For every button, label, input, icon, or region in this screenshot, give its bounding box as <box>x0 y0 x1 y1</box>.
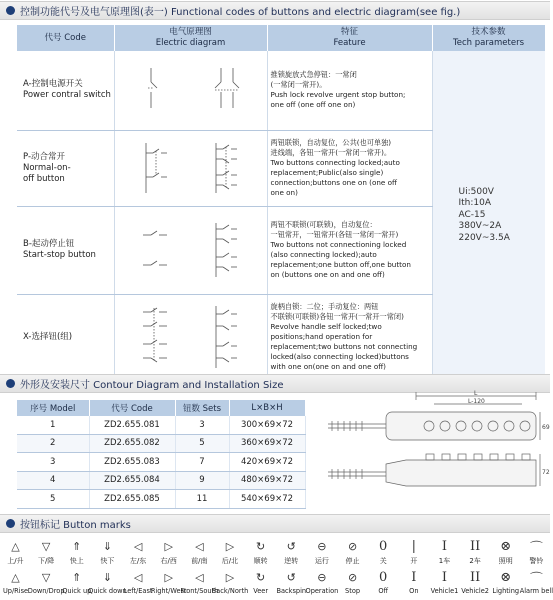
code-cell: B-起动停止钮 Start-stop button <box>17 206 114 294</box>
dimension-69-label: 69 <box>542 424 550 431</box>
button-mark-label: Down/Drop <box>27 587 65 595</box>
off-icon: 0 <box>379 538 388 554</box>
button-mark <box>305 568 339 595</box>
alarm-bell-icon: ⌒ <box>529 571 543 587</box>
header-diagram: 电气原理图 Electric diagram <box>114 25 267 51</box>
button-mark <box>519 568 553 595</box>
button-mark-label: Stop <box>345 587 361 595</box>
on-icon: I <box>411 569 417 585</box>
button-mark <box>276 568 307 595</box>
feature-cell: 两钮联锁，自动复位，公共(也可单独) 进线端，各钮一常开(一常闭一常开)。 Two buttons connecting locked;auto replacement;Public(also single) connection;buttons one on (one off one on) <box>267 130 432 206</box>
marks-section-header <box>0 514 550 533</box>
code-cell: ZD2.655.082 <box>89 434 175 453</box>
button-mark <box>280 537 303 566</box>
button-mark <box>123 568 153 595</box>
tech-parameters-cell: Ui:500V Ith:10A AC-15 380V~2A 220V~3.5A <box>432 51 545 380</box>
button-marks-en <box>2 568 553 595</box>
code-cell: A-控制电源开关 Power contral switch <box>17 51 114 130</box>
lighting-icon: ⊗ <box>500 538 512 554</box>
up-rise-icon: △ <box>11 570 20 584</box>
section-title: 外形及安装尺寸 Contour Diagram and Installation Size <box>20 380 284 391</box>
button-mark <box>211 568 249 595</box>
up-arrow-icon: △ <box>11 539 20 553</box>
electric-diagram-a <box>114 51 267 130</box>
header-code: 代号 Code <box>17 25 114 51</box>
section-bullet-icon <box>6 6 15 15</box>
button-mark-label: Operation <box>305 587 339 595</box>
button-mark-label: 2车 <box>469 557 481 565</box>
button-mark <box>341 537 364 566</box>
dimension-72-label: 72 <box>542 469 550 476</box>
button-mark <box>310 537 333 566</box>
button-mark <box>35 537 58 566</box>
button-mark <box>218 537 241 566</box>
button-mark <box>249 568 272 595</box>
feature-cell: 旋柄自锁：二位；手动复位：两钮 不联锁(可联锁)各钮一常开(一常开一常闭) Revolve handle self locked;two positions;hand operation for replacement;two buttons not connecting locked(also connecting locked)buttons with one on(one on and one off) <box>267 294 432 380</box>
code-cell: P-动合常开 Normal-on- off button <box>17 130 114 206</box>
feature-cell: 推锁旋放式急停钮：一常闭 (一常闭一常开)。 Push lock revolve urgent stop button; one off (one off one on) <box>267 51 432 130</box>
button-mark-label: 前/南 <box>191 557 208 565</box>
down-drop-icon: ▽ <box>41 570 51 584</box>
button-mark-label: On <box>409 587 419 595</box>
left-east-icon: ◁ <box>133 539 143 553</box>
button-mark-label: Front/South <box>180 587 219 595</box>
vehicle1-icon: I <box>441 569 448 585</box>
sets-cell: 7 <box>175 453 229 472</box>
button-mark-label: Backspin <box>276 587 307 595</box>
table-row <box>17 490 305 509</box>
table-header-row <box>17 25 545 51</box>
button-mark <box>180 568 219 595</box>
button-mark-label: Quick down <box>88 587 127 595</box>
dimensions-cell: 480×69×72 <box>229 471 305 490</box>
quick-down-icon: ⇓ <box>102 570 113 584</box>
down-arrow-icon: ▽ <box>41 539 51 553</box>
electric-diagram-p <box>114 130 267 206</box>
dimensions-cell: 300×69×72 <box>229 416 305 434</box>
electric-diagram-b <box>114 206 267 294</box>
table-row <box>17 434 305 453</box>
button-mark <box>88 568 127 595</box>
quick-up-icon: ⇑ <box>72 539 82 553</box>
button-mark-label: Quick up <box>62 587 92 595</box>
right-west-icon: ▷ <box>164 570 173 584</box>
button-mark-label: Lighting <box>492 587 520 595</box>
button-mark-label: Back/North <box>211 587 249 595</box>
button-mark <box>372 537 395 566</box>
button-mark <box>492 568 520 595</box>
button-mark-label: 快上 <box>69 557 84 565</box>
dimensions-cell: 540×69×72 <box>229 490 305 509</box>
header-dimensions: L×B×H <box>229 400 305 416</box>
button-mark-label: Right/West <box>150 587 187 595</box>
button-mark <box>402 537 425 566</box>
vehicle2-icon: II <box>469 569 481 585</box>
button-mark-label: 关 <box>379 557 387 565</box>
header-tech: 技术参数 Tech parameters <box>432 25 545 51</box>
section-title: 按钮标记 Button marks <box>20 520 131 531</box>
button-mark <box>65 537 88 566</box>
button-mark-label: 照明 <box>498 557 513 565</box>
button-mark-label: Vehicle1 <box>430 587 459 595</box>
model-cell: 5 <box>17 490 89 509</box>
button-mark-label: 后/北 <box>221 557 239 565</box>
button-mark <box>402 568 425 595</box>
button-mark-label: Vehicle2 <box>461 587 489 595</box>
code-cell: ZD2.655.085 <box>89 490 175 509</box>
section-bullet-icon <box>6 519 15 528</box>
vehicle1-icon: I <box>441 538 448 554</box>
button-mark <box>4 537 27 566</box>
button-mark <box>188 537 211 566</box>
header-feature: 特征 Feature <box>267 25 432 51</box>
vehicle2-icon: II <box>469 538 481 554</box>
table-row <box>17 471 305 490</box>
circuit-diagram-icon <box>121 300 261 374</box>
button-mark <box>96 537 119 566</box>
button-mark-label: 左/东 <box>129 557 147 565</box>
button-mark-label: 开 <box>410 557 418 565</box>
model-cell: 4 <box>17 471 89 490</box>
code-cell: ZD2.655.084 <box>89 471 175 490</box>
button-mark <box>127 537 150 566</box>
button-mark <box>461 568 489 595</box>
operation-icon: ⊖ <box>317 570 327 584</box>
sets-cell: 11 <box>175 490 229 509</box>
button-mark <box>464 537 487 566</box>
front-south-icon: ◁ <box>195 570 204 584</box>
button-mark-label: 下/降 <box>37 557 55 565</box>
button-mark-label: Veer <box>253 587 269 595</box>
header-model: 序号 Model <box>17 400 89 416</box>
electric-diagram-x <box>114 294 267 380</box>
stop-icon: ⊘ <box>347 570 358 584</box>
dimension-l120-label: L-120 <box>468 398 485 405</box>
button-mark-label: 逆转 <box>284 557 299 565</box>
functional-section-header <box>0 1 550 20</box>
button-mark <box>27 568 65 595</box>
button-mark-label: 运行 <box>314 557 329 565</box>
button-mark-label: Left/East <box>123 587 153 595</box>
button-mark <box>433 537 456 566</box>
circuit-diagram-icon <box>121 60 261 120</box>
model-cell: 2 <box>17 434 89 453</box>
button-mark <box>150 568 187 595</box>
button-mark <box>4 568 27 595</box>
code-cell: ZD2.655.083 <box>89 453 175 472</box>
model-cell: 3 <box>17 453 89 472</box>
veer-icon: ↻ <box>256 539 266 553</box>
button-mark-label: Off <box>378 587 389 595</box>
dimension-l-label: L <box>474 390 478 397</box>
button-mark-label: 顺转 <box>253 557 268 565</box>
header-code: 代号 Code <box>89 400 175 416</box>
feature-cell: 两钮不联锁(可联锁)，自动复位： 一钮常开，一钮常开(各钮一常闭一常开) Two buttons not connectioning locked (also connecting locked);auto replacement;one button off,one button on (buttons one on and one off) <box>267 206 432 294</box>
dimensions-cell: 360×69×72 <box>229 434 305 453</box>
backspin-icon: ↺ <box>286 570 296 584</box>
sets-cell: 3 <box>175 416 229 434</box>
button-mark <box>372 568 395 595</box>
button-mark-label: 警铃 <box>529 557 544 565</box>
button-mark-label: 停止 <box>345 557 360 565</box>
header-sets: 钮数 Sets <box>175 400 229 416</box>
button-mark-label: Alarm bell <box>519 587 553 595</box>
functional-codes-table <box>17 25 546 381</box>
sets-cell: 9 <box>175 471 229 490</box>
table-row <box>17 453 305 472</box>
back-north-icon: ▷ <box>225 539 235 553</box>
code-cell: ZD2.655.081 <box>89 416 175 434</box>
front-south-icon: ◁ <box>195 539 204 553</box>
button-mark-label: 快下 <box>100 557 115 565</box>
table-row <box>17 416 305 434</box>
button-mark-label: 1车 <box>438 557 451 565</box>
model-cell: 1 <box>17 416 89 434</box>
button-mark <box>341 568 364 595</box>
right-west-icon: ▷ <box>164 539 173 553</box>
button-mark <box>430 568 459 595</box>
button-mark <box>249 537 272 566</box>
dimensions-cell: 420×69×72 <box>229 453 305 472</box>
off-icon: 0 <box>379 569 388 585</box>
sets-cell: 5 <box>175 434 229 453</box>
button-mark-label: Up/Rise <box>2 587 29 595</box>
on-icon: | <box>411 538 417 554</box>
back-north-icon: ▷ <box>225 570 235 584</box>
button-mark-label: 上/升 <box>7 557 24 565</box>
left-east-icon: ◁ <box>133 570 143 584</box>
circuit-diagram-icon <box>121 215 261 285</box>
size-table <box>17 400 306 509</box>
circuit-diagram-icon <box>121 137 261 199</box>
quick-down-icon: ⇓ <box>102 539 113 553</box>
installation-drawing <box>326 390 548 508</box>
button-mark <box>157 537 180 566</box>
section-title: 控制功能代号及电气原理图(表一) Functional codes of buttons and electric diagram(see fig.) <box>20 7 461 18</box>
button-mark <box>525 537 548 566</box>
quick-up-icon: ⇑ <box>72 570 82 584</box>
button-mark-label: 右/西 <box>160 557 177 565</box>
table-row-a <box>17 51 545 130</box>
button-mark <box>62 568 92 595</box>
veer-icon: ↻ <box>256 570 266 584</box>
size-header-row <box>17 400 305 416</box>
alarm-bell-icon: ⌒ <box>529 540 543 556</box>
lighting-icon: ⊗ <box>500 569 512 585</box>
section-bullet-icon <box>6 379 15 388</box>
button-mark <box>494 537 517 566</box>
backspin-icon: ↺ <box>286 539 296 553</box>
operation-icon: ⊖ <box>317 539 327 553</box>
code-cell: X-选择钮(组) <box>17 294 114 380</box>
stop-icon: ⊘ <box>347 539 358 553</box>
button-marks-cn <box>4 537 548 566</box>
